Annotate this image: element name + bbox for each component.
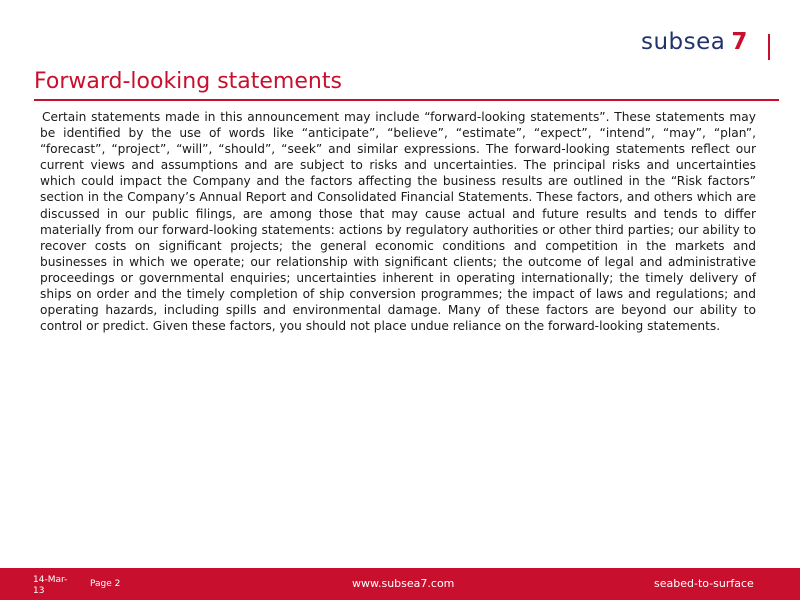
logo-wordmark: subsea bbox=[641, 29, 726, 55]
disclaimer-paragraph: Certain statements made in this announcement may include “forward-looking statements”. These statements may be identified by the use of words like “anticipate”, “believe”, “estimate”, “expect”, “intend”, “may”, “plan”, “forecast”, “project”, “will”, “should”, “seek” and similar expressions. The forward-looking statements reflect our current views and assumptions and are subject to risks and uncertainties. The principal risks and uncertainties which could impact the Company and the factors affecting the business results are outlined in the “Risk factors” section in the Company’s Annual Report and Consolidated Financial Statements. These factors, and others which are discussed in our public filings, are among those that may cause actual and future results and tends to differ materially from our forward-looking statements: actions by regulatory authorities or other third parties; our ability to recover costs on significant projects; the general economic conditions and competition in the markets and businesses in which we operate; our relationship with significant clients; the outcome of legal and administrative proceedings or governmental enquiries; uncertainties inherent in operating internationally; the timely delivery of ships on order and the timely completion of ship conversion programmes; the impact of laws and regulations; and operating hazards, including spills and environmental damage. Many of these factors are beyond our ability to control or predict. Given these factors, you should not place undue reliance on the forward-looking statements. bbox=[40, 110, 756, 334]
footer-date: 14-Mar-13 bbox=[33, 575, 68, 596]
footer-website-link[interactable]: www.subsea7.com bbox=[352, 577, 455, 590]
logo-number: 7 bbox=[731, 29, 748, 55]
footer-page-number: Page 2 bbox=[90, 579, 121, 589]
logo-bar bbox=[768, 34, 770, 60]
company-logo bbox=[641, 30, 748, 54]
slide-title: Forward-looking statements bbox=[34, 69, 342, 94]
footer-bar bbox=[0, 568, 800, 600]
title-divider bbox=[34, 99, 779, 101]
footer-tagline: seabed-to-surface bbox=[654, 577, 754, 590]
